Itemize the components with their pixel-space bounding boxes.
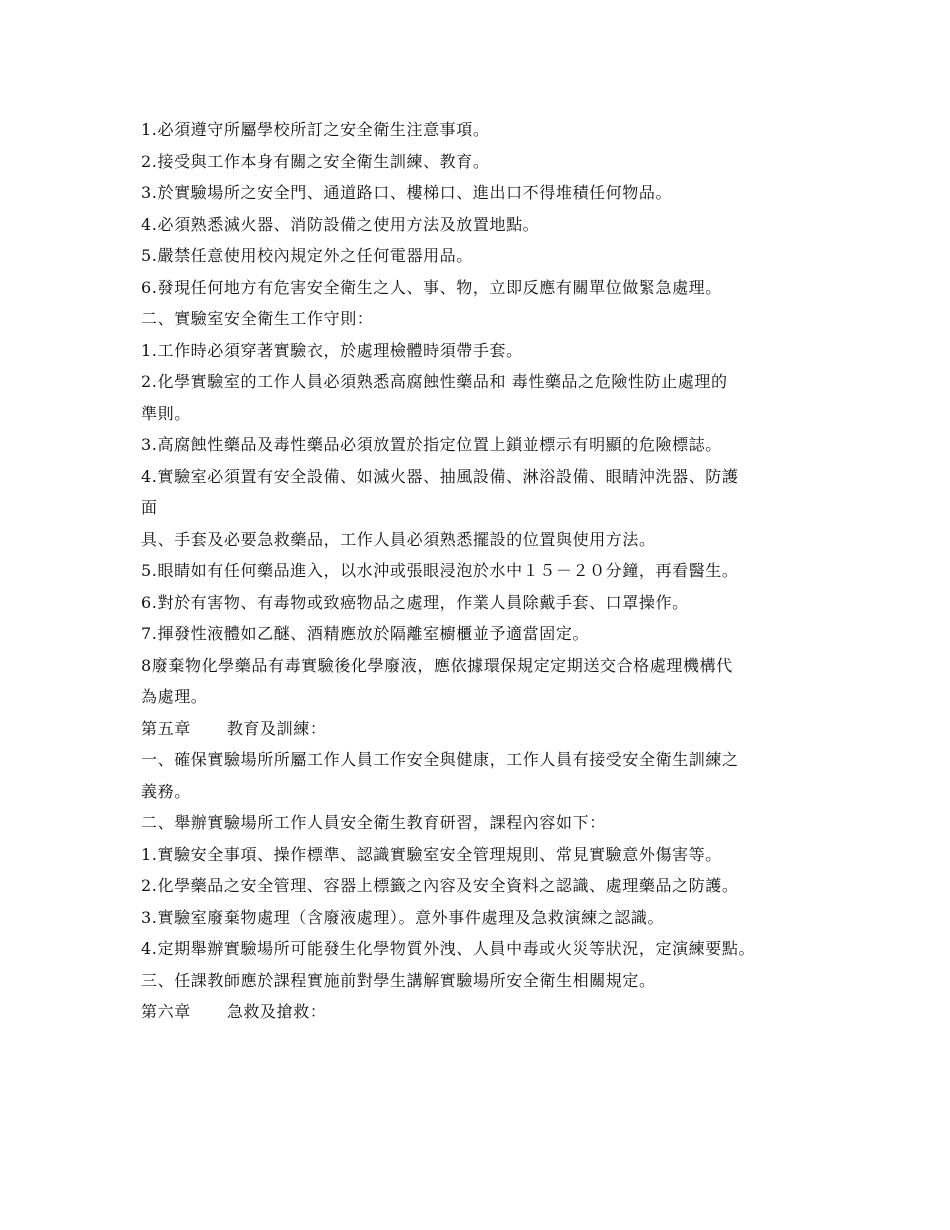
chapter-heading-6: [141, 996, 841, 1028]
text-line: 具、手套及必要急救藥品，工作人員必須熟悉擺設的位置與使用方法。: [141, 529, 656, 549]
chapter-heading-5: [141, 713, 841, 745]
section-heading: 二、實驗室安全衛生工作守則：: [141, 309, 374, 328]
text-line: 1.必須遵守所屬學校所訂之安全衛生注意事項。: [141, 120, 490, 139]
chapter-title: 急救及搶救：: [226, 1002, 327, 1021]
text-line: 7.揮發性液體如乙醚、酒精應放於隔離室櫥櫃並予適當固定。: [141, 624, 590, 643]
text-line: 義務。: [141, 781, 191, 801]
text-line: 3.高腐蝕性藥品及毒性藥品必須放置於指定位置上鎖並標示有明顯的危險標誌。: [141, 435, 722, 454]
text-line: 5.嚴禁任意使用校內規定外之任何電器用品。: [141, 246, 473, 265]
text-line: 2.接受與工作本身有關之安全衛生訓練、教育。: [141, 151, 490, 171]
section-heading: 二、舉辦實驗場所工作人員安全衛生教育研習，課程內容如下：: [141, 813, 606, 832]
text-line: 一、確保實驗場所所屬工作人員工作安全與健康，工作人員有接受安全衛生訓練之: [141, 750, 739, 769]
text-line: 準則。: [141, 403, 191, 423]
text-line: 4.必須熟悉滅火器、消防設備之使用方法及放置地點。: [141, 214, 540, 234]
text-line: 4.定期舉辦實驗場所可能發生化學物質外洩、人員中毒或火災等狀況，定演練要點。: [141, 939, 756, 958]
document-page: [141, 114, 841, 1028]
text-line: 2.化學實驗室的工作人員必須熟悉高腐蝕性藥品和 毒性藥品之危險性防止處理的: [141, 372, 728, 391]
text-line: 1.工作時必須穿著實驗衣，於處理檢體時須帶手套。: [141, 340, 523, 360]
text-line: 6.發現任何地方有危害安全衛生之人、事、物，立即反應有關單位做緊急處理。: [141, 277, 722, 297]
text-line: 3.實驗室廢棄物處理（含廢液處理）。意外事件處理及急救演練之認識。: [141, 907, 665, 927]
text-line: 5.眼睛如有任何藥品進入，以水沖或張眼浸泡於水中１５－２０分鐘，再看醫生。: [141, 561, 739, 580]
text-line: 為處理。: [141, 687, 208, 706]
text-line: 3.於實驗場所之安全門、通道路口、樓梯口、進出口不得堆積任何物品。: [141, 183, 673, 202]
chapter-title: 教育及訓練：: [226, 718, 327, 738]
text-line: 8廢棄物化學藥品有毒實驗後化學廢液，應依據環保規定定期送交合格處理機構代: [141, 655, 733, 675]
text-line: 1.實驗安全事項、操作標準、認識實驗室安全管理規則、常見實驗意外傷害等。: [141, 844, 722, 864]
text-line: 4.實驗室必須置有安全設備、如滅火器、抽風設備、淋浴設備、眼睛沖洗器、防護: [141, 466, 739, 486]
chapter-number: 第五章: [141, 718, 191, 738]
text-line: 面: [141, 498, 158, 517]
section-heading: 三、任課教師應於課程實施前對學生講解實驗場所安全衛生相關規定。: [141, 970, 656, 990]
text-line: 2.化學藥品之安全管理、容器上標籤之內容及安全資料之認識、處理藥品之防護。: [141, 876, 739, 895]
text-line: 6.對於有害物、有毒物或致癌物品之處理，作業人員除戴手套、口罩操作。: [141, 592, 689, 612]
chapter-number: 第六章: [141, 1002, 191, 1021]
